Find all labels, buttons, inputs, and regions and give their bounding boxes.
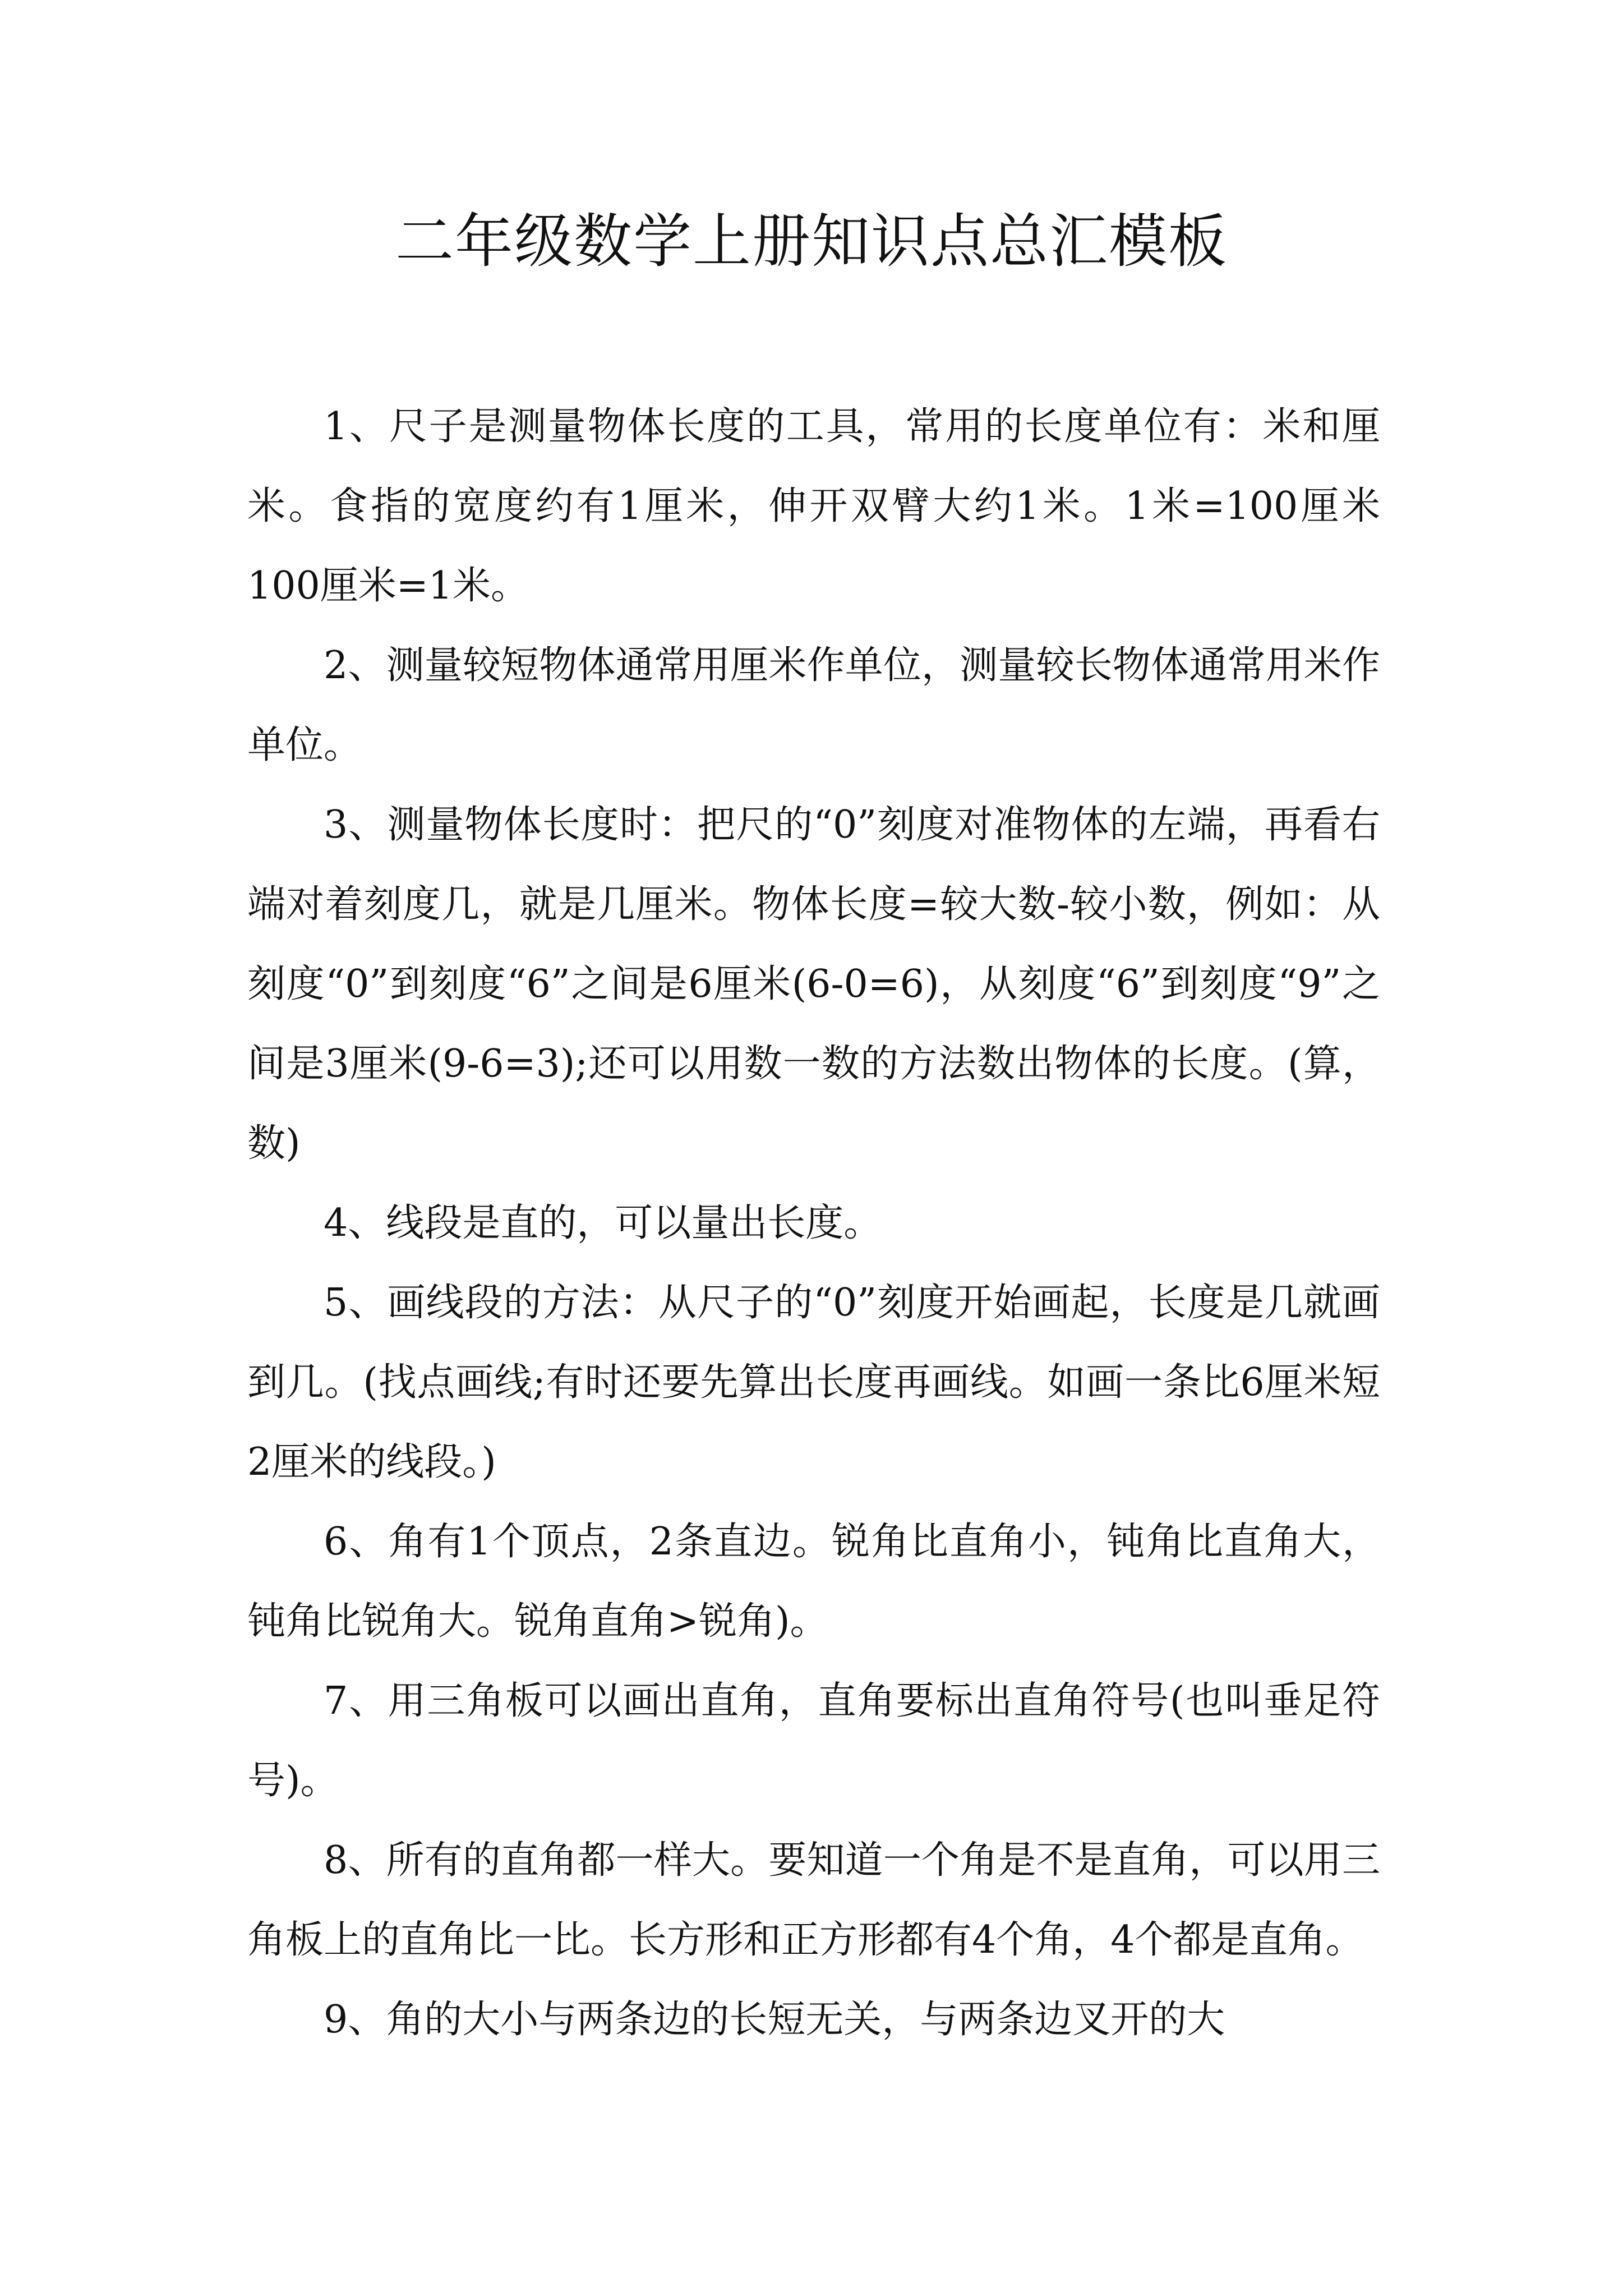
document-title: 二年级数学上册知识点总汇模板 <box>395 207 1228 275</box>
paragraph-6: 6、角有1个顶点，2条直边。锐角比直角小，钝角比直角大，钝角比锐角大。锐角直角>锐角)。 <box>247 1520 1380 1644</box>
paragraph-2: 2、测量较短物体通常用厘米作单位，测量较长物体通常用米作单位。 <box>247 643 1380 767</box>
paragraph-8: 8、所有的直角都一样大。要知道一个角是不是直角，可以用三角板上的直角比一比。长方形和正方形都有4个角，4个都是直角。 <box>247 1838 1380 1962</box>
document-body <box>247 387 1380 2060</box>
paragraph-7: 7、用三角板可以画出直角，直角要标出直角符号(也叫垂足符号)。 <box>247 1679 1380 1803</box>
paragraph-1: 1、尺子是测量物体长度的工具，常用的长度单位有：米和厘米。食指的宽度约有1厘米，伸开双臂大约1米。1米=100厘米 100厘米=1米。 <box>247 404 1380 608</box>
paragraph-3: 3、测量物体长度时：把尺的“0”刻度对准物体的左端，再看右端对着刻度几，就是几厘米。物体长度=较大数-较小数，例如：从刻度“0”到刻度“6”之间是6厘米(6-0=6)，从刻度“6”到刻度“9”之间是3厘米(9-6=3);还可以用数一数的方法数出物体的长度。(算，数) <box>247 803 1380 1166</box>
paragraph-5: 5、画线段的方法：从尺子的“0”刻度开始画起，长度是几就画到几。(找点画线;有时还要先算出长度再画线。如画一条比6厘米短2厘米的线段。) <box>247 1281 1380 1484</box>
paragraph-4: 4、线段是直的，可以量出长度。 <box>324 1201 882 1245</box>
paragraph-9: 9、角的大小与两条边的长短无关，与两条边叉开的大 <box>324 1998 1225 2042</box>
